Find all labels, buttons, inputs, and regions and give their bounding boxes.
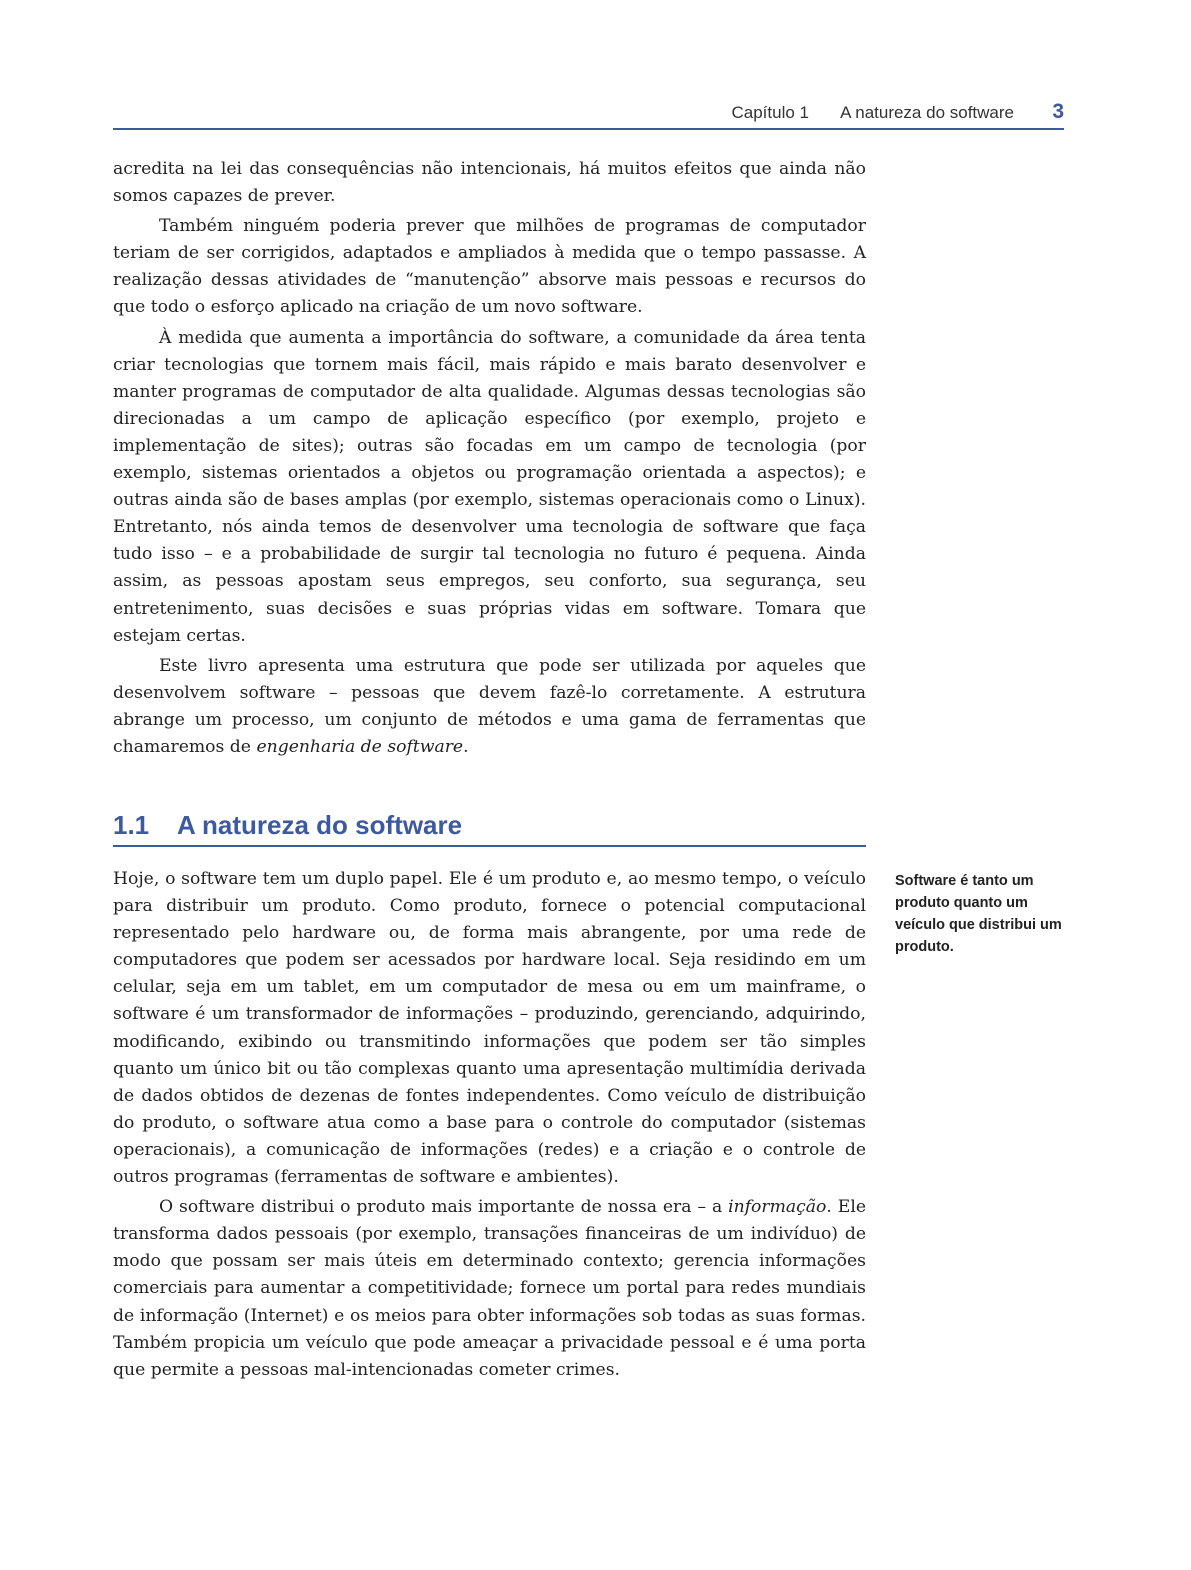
section-title: A natureza do software — [177, 810, 463, 840]
paragraph — [113, 653, 866, 761]
paragraph-text: . Ele transforma dados pessoais (por exemplo, transações financeiras de um indivíduo) de modo que possam ser mais úteis em determinado contexto; gerencia informações comerciais para aumentar a competitividade; fornece um portal para redes mundiais de informação (Internet) e os meios para obter informações sob todas as suas formas. Também propicia um veículo que pode ameaçar a privacidade pessoal e é uma porta que permite a pessoas mal-intencionadas cometer crimes. — [113, 1197, 866, 1380]
paragraph-text: Este livro apresenta uma estrutura que pode ser utilizada por aqueles que desenvolvem software – pessoas que devem fazê-lo corretamente. A estrutura abrange um processo, um conjunto de métodos e uma gama de ferramentas que chamaremos de — [113, 655, 866, 757]
intro-text-block — [113, 156, 866, 764]
emphasis-term: engenharia de software — [256, 736, 464, 757]
paragraph — [113, 1194, 866, 1384]
emphasis-term: informação — [728, 1197, 827, 1218]
paragraph: À medida que aumenta a importância do software, a comunidade da área tenta criar tecnologias que tornem mais fácil, mais rápido e mais barato desenvolver e manter programas de computador de alta qualidade. Algumas dessas tecnologias são direcionadas a um campo de aplicação específico (por exemplo, projeto e implementação de sites); outras são focadas em um campo de tecnologia (por exemplo, sistemas orientados a objetos ou programação orientada a aspectos); e outras ainda são de bases amplas (por exemplo, sistemas operacionais como o Linux). Entretanto, nós ainda temos de desenvolver uma tecnologia de software que faça tudo isso – e a probabilidade de surgir tal tecnologia no futuro é pequena. Ainda assim, as pessoas apostam seus empregos, seu conforto, sua segurança, seu entretenimento, suas decisões e suas próprias vidas em software. Tomara que estejam certas. — [113, 327, 866, 646]
chapter-title: A natureza do software — [840, 103, 1014, 122]
margin-note: Software é tanto um produto quanto um veículo que distribui um produto. — [895, 873, 1062, 955]
section-number: 1.1 — [113, 810, 150, 840]
page-number: 3 — [1052, 100, 1064, 123]
chapter-label: Capítulo 1 — [731, 103, 809, 122]
paragraph: Hoje, o software tem um duplo papel. Ele é um produto e, ao mesmo tempo, o veículo para distribuir um produto. Como produto, fornece o potencial computacional representado pelo hardware ou, de forma mais abrangente, por uma rede de computadores que podem ser acessados por hardware local. Seja residindo em um celular, seja em um tablet, em um computador de mesa ou em um mainframe, o software é um transformador de informações – produzindo, gerenciando, adquirindo, modificando, exibindo ou transmitindo informações que podem ser tão simples quanto um único bit ou tão complexas quanto uma apresentação multimídia derivada de dados obtidos de dezenas de fontes independentes. Como veículo de distribuição do produto, o software atua como a base para o controle do computador (sistemas operacionais), a comunicação de informações (redes) e a criação e o controle de outros programas (ferramentas de software e ambientes). — [113, 869, 866, 1188]
paragraph: acredita na lei das consequências não intencionais, há muitos efeitos que ainda não somos capazes de prever. — [113, 159, 866, 207]
section-heading — [113, 808, 866, 847]
running-head — [113, 100, 1064, 130]
paragraph: Também ninguém poderia prever que milhões de programas de computador teriam de ser corrigidos, adaptados e ampliados à medida que o tempo passasse. A realização dessas atividades de “manutenção” absorve mais pessoas e recursos do que todo o esforço aplicado na criação de um novo software. — [113, 216, 866, 318]
section-text-block — [113, 866, 866, 1387]
paragraph-text: O software distribui o produto mais importante de nossa era – a — [159, 1197, 729, 1218]
paragraph-text: . — [463, 736, 469, 757]
